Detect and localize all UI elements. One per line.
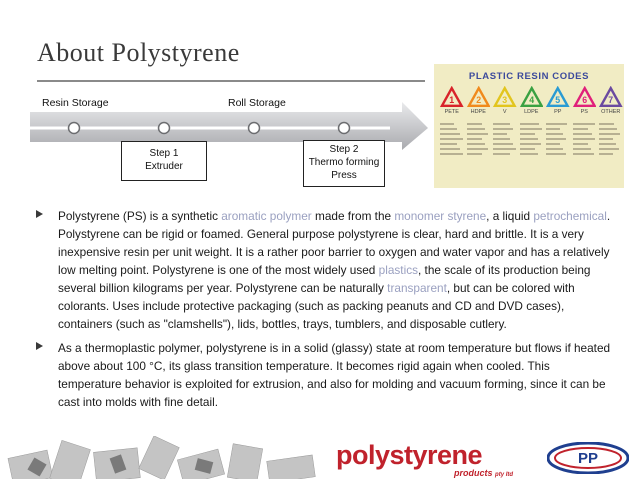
step-1-text: Extruder xyxy=(145,161,183,172)
resin-codes-title: PLASTIC RESIN CODES xyxy=(468,71,590,82)
svg-text:4: 4 xyxy=(528,94,534,105)
resin-code-abbr: LDPE xyxy=(524,109,539,115)
title-divider xyxy=(37,80,425,82)
slide-title: About Polystyrene xyxy=(37,38,240,67)
bullet-text-run: , the scale of its production being several billion kilograms per year. Polystyrene can be naturally xyxy=(58,263,591,295)
scattered-letters-image xyxy=(0,436,330,479)
step-1-title: Step 1 xyxy=(149,148,179,159)
bullet-text-run: Polystyrene (PS) is a synthetic xyxy=(58,209,222,223)
bullet-item xyxy=(36,339,616,411)
step-2-text-2: Press xyxy=(331,170,357,181)
step-2-text-1: Thermo forming xyxy=(308,157,380,168)
svg-text:PP: PP xyxy=(577,450,599,467)
resin-codes-image xyxy=(434,64,624,188)
resin-code-text-lines xyxy=(520,120,544,158)
bullet-text-run: As a thermoplastic polymer, polystyrene is in a solid (glassy) state at room temperature but flows if heated above about 100 °C, its glass transition temperature. It becomes rigid again when cooled. This temperature behavior is exploited for extrusion, and also for molding and vacuum forming, since it can be cast into molds with fine detail. xyxy=(58,341,611,409)
resin-code-2 xyxy=(467,86,491,115)
svg-text:5: 5 xyxy=(555,94,561,105)
bullet-text-run: made from the xyxy=(311,209,395,223)
resin-code-text-lines xyxy=(493,120,517,158)
flow-node-3 xyxy=(249,123,260,134)
keyword-link[interactable]: transparent xyxy=(387,281,447,295)
resin-code-text-lines xyxy=(599,120,623,158)
flow-node-2 xyxy=(159,123,170,134)
keyword-link[interactable]: plastics xyxy=(378,263,418,277)
resin-code-abbr: HDPE xyxy=(470,109,486,115)
resin-storage-label: Resin Storage xyxy=(42,97,109,109)
bullet-text-run: . Polystyrene can be rigid or foamed. General purpose polystyrene is clear, hard and brittle. It is a very inexpensive resin per unit weight. It is a rather poor barrier to oxygen and water vapor and has a relatively low melting point. Polystyrene is one of the most widely used xyxy=(58,209,611,277)
roll-storage-label: Roll Storage xyxy=(228,97,286,109)
step-1-box xyxy=(121,141,207,181)
step-2-title: Step 2 xyxy=(329,144,359,155)
keyword-link[interactable]: monomer styrene xyxy=(394,209,487,223)
svg-text:1: 1 xyxy=(449,94,455,105)
bullet-text-run: , a liquid xyxy=(486,209,534,223)
pp-badge-icon xyxy=(547,442,629,474)
resin-code-4 xyxy=(520,86,544,115)
resin-code-7 xyxy=(599,86,623,115)
keyword-link[interactable]: petrochemical xyxy=(533,209,607,223)
bullet-text xyxy=(58,207,616,333)
resin-code-5 xyxy=(546,86,570,115)
bullet-text xyxy=(58,339,616,411)
resin-code-text-lines xyxy=(467,120,491,158)
svg-text:7: 7 xyxy=(608,94,614,105)
resin-code-text-lines xyxy=(440,120,464,158)
resin-code-abbr: V xyxy=(502,109,507,115)
logo-subtitle: products pty ltd xyxy=(454,468,514,478)
bullet-text-run: , but can be colored with colorants. Uses include protective packaging (such as packing peanuts and CD and DVD cases), containers (such as "clamshells"), lids, bottles, trays, tumblers, and disposable cutlery. xyxy=(58,281,575,331)
recycle-triangle-icon xyxy=(493,86,517,108)
recycle-triangle-icon xyxy=(520,86,544,108)
bullet-arrow-icon xyxy=(36,342,43,350)
bullet-arrow-icon xyxy=(36,210,43,218)
svg-text:2: 2 xyxy=(475,94,481,105)
resin-code-text-lines xyxy=(573,120,597,158)
resin-code-6 xyxy=(573,86,597,115)
resin-codes-details xyxy=(440,120,623,158)
keyword-link[interactable]: aromatic polymer xyxy=(221,209,312,223)
recycle-triangle-icon xyxy=(573,86,597,108)
resin-code-3 xyxy=(493,86,517,115)
svg-text:3: 3 xyxy=(502,94,508,105)
svg-text:6: 6 xyxy=(581,94,587,105)
resin-code-text-lines xyxy=(546,120,570,158)
recycle-triangle-icon xyxy=(467,86,491,108)
resin-code-abbr: PETE xyxy=(444,109,459,115)
bullet-item xyxy=(36,207,616,333)
flow-node-4 xyxy=(339,123,350,134)
resin-code-abbr: OTHER xyxy=(601,109,621,115)
resin-code-abbr: PP xyxy=(554,109,562,115)
bullet-list xyxy=(36,207,616,417)
resin-codes-row xyxy=(440,86,623,115)
recycle-triangle-icon xyxy=(440,86,464,108)
resin-code-abbr: PS xyxy=(580,109,588,115)
recycle-triangle-icon xyxy=(546,86,570,108)
polystyrene-products-logo xyxy=(332,438,638,479)
logo-wordmark: polystyrene xyxy=(336,440,483,470)
step-2-box xyxy=(303,140,385,187)
flow-node-1 xyxy=(69,123,80,134)
recycle-triangle-icon xyxy=(599,86,623,108)
resin-code-1 xyxy=(440,86,464,115)
